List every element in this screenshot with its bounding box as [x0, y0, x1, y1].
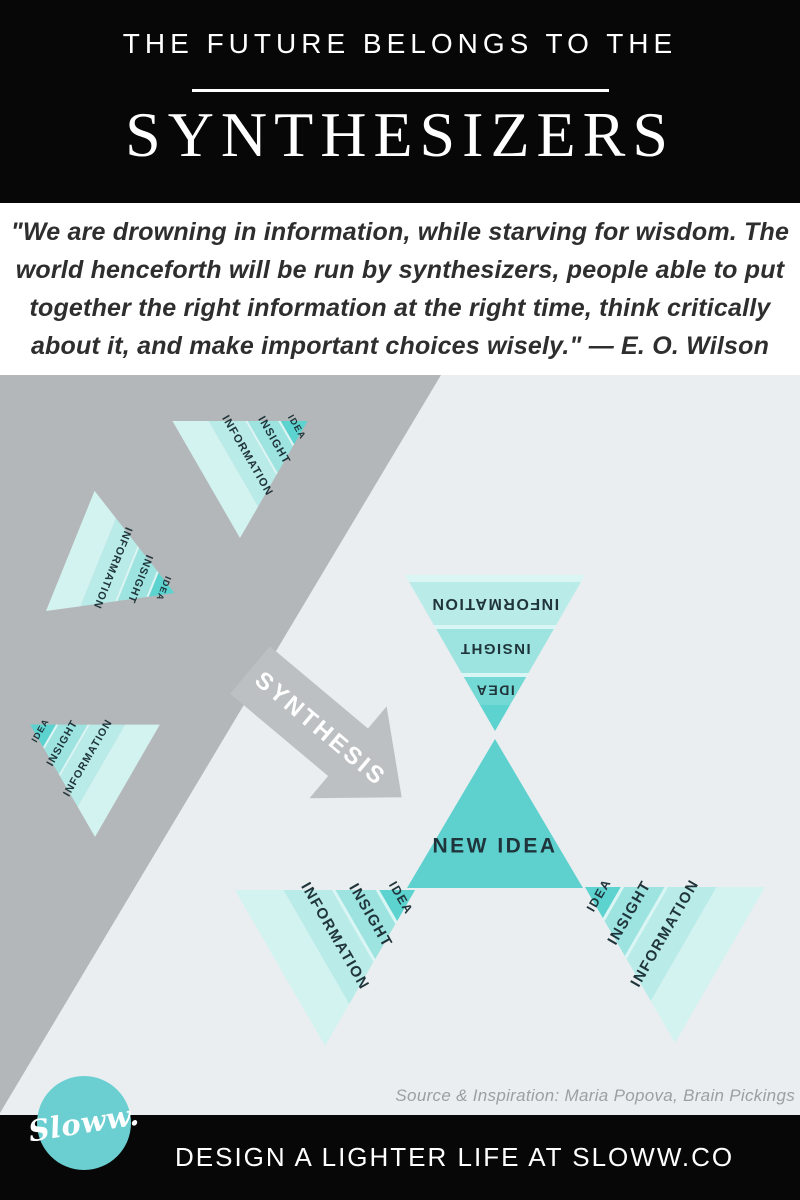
footer-tagline: DESIGN A LIGHTER LIFE AT SLOWW.CO	[175, 1142, 735, 1172]
pyramid-bottom-left	[235, 812, 460, 1046]
quote-line: "We are drowning in information, while starving for wisdom. The	[10, 218, 790, 246]
sloww-logo	[26, 1076, 142, 1170]
new-idea-label: NEW IDEA	[432, 834, 558, 858]
source-credit: Source & Inspiration: Maria Popova, Brain Pickings	[395, 1086, 795, 1105]
header-kicker: THE FUTURE BELONGS TO THE	[122, 28, 678, 59]
header-section	[0, 0, 800, 203]
quote-line: about it, and make important choices wisely." — E. O. Wilson	[30, 332, 770, 360]
synthesis-label: SYNTHESIS	[249, 666, 392, 792]
new-idea-triangle	[407, 739, 583, 888]
page-title: SYNTHESIZERS	[125, 99, 675, 170]
pyramid-bottom-right	[540, 809, 765, 1043]
quote-line: world henceforth will be run by synthesizers, people able to put	[15, 256, 785, 284]
quote-section	[0, 203, 800, 375]
synthesis-diagram	[0, 375, 800, 1115]
quote-line: together the right information at the right time, think critically	[29, 294, 771, 322]
pyramid-central-inverted	[405, 575, 585, 731]
logo-text: Sloww.	[26, 1097, 142, 1149]
header-divider	[192, 89, 609, 92]
